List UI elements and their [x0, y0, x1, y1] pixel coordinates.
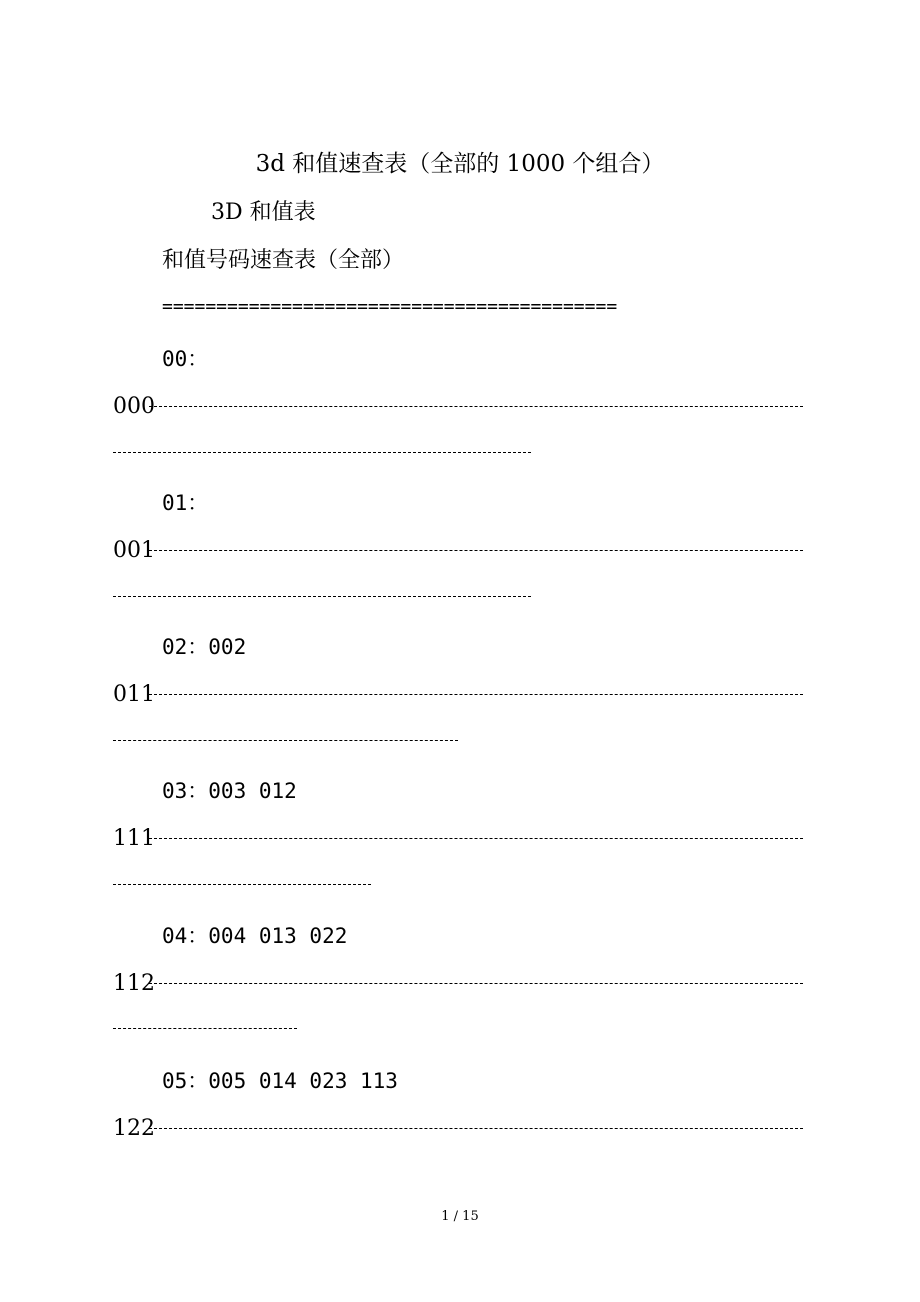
- sum-row-01-cont: [113, 584, 803, 610]
- combo-lead: 112: [113, 971, 155, 996]
- dash-line: [149, 983, 803, 984]
- sum-label-05: 05：005 014 023 113: [162, 1069, 398, 1093]
- sum-label-01: 01：: [162, 491, 209, 515]
- dash-line: [113, 452, 531, 453]
- combo-lead: 111: [113, 826, 155, 851]
- sum-row-05: [113, 1116, 803, 1142]
- document-title: 3d 和值速查表（全部的 1000 个组合）: [255, 151, 665, 177]
- separator-line: ==========================================: [162, 301, 618, 313]
- sum-row-03: [113, 826, 803, 852]
- sum-row-02: [113, 682, 803, 708]
- sum-row-04-cont: [113, 1016, 803, 1042]
- dash-line: [113, 1028, 297, 1029]
- dash-line: [113, 740, 458, 741]
- page-number: 1 / 15: [441, 1209, 479, 1224]
- sum-row-03-cont: [113, 872, 803, 898]
- combo-lead: 001: [113, 538, 155, 563]
- dash-line: [149, 406, 803, 407]
- sum-label-04: 04：004 013 022: [162, 924, 348, 948]
- dash-line: [113, 884, 371, 885]
- sum-row-00: [113, 394, 803, 420]
- sum-row-00-cont: [113, 440, 803, 466]
- combo-lead: 011: [113, 682, 155, 707]
- dash-line: [149, 550, 803, 551]
- section-heading: 和值号码速查表（全部）: [162, 248, 405, 273]
- sum-label-03: 03：003 012: [162, 779, 297, 803]
- sum-row-01: [113, 538, 803, 564]
- combo-lead: 122: [113, 1116, 155, 1141]
- dash-line: [113, 596, 531, 597]
- dash-line: [149, 1128, 803, 1129]
- dash-line: [149, 694, 803, 695]
- sum-label-02: 02：002: [162, 635, 247, 659]
- sum-row-02-cont: [113, 728, 803, 754]
- dash-line: [149, 838, 803, 839]
- sum-row-04: [113, 971, 803, 997]
- combo-lead: 000: [113, 394, 155, 419]
- document-subtitle: 3D 和值表: [211, 200, 316, 225]
- sum-label-00: 00：: [162, 347, 209, 371]
